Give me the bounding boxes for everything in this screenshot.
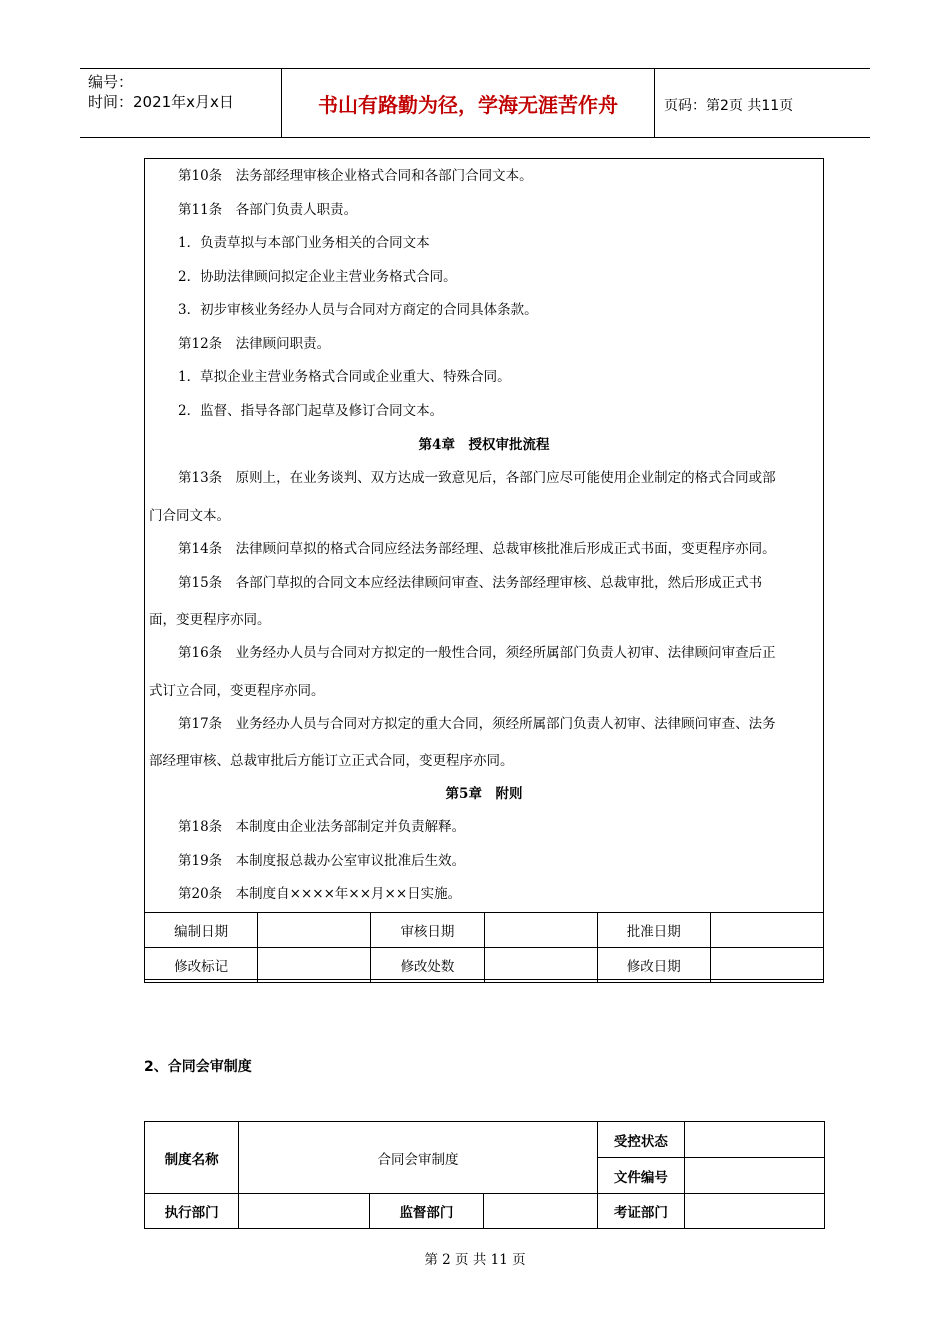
approve-date-cell[interactable]: [710, 913, 823, 948]
regulation-info-table: [144, 1121, 825, 1229]
section-2-title: 2、合同会审制度: [144, 1059, 252, 1075]
page-header: [80, 68, 870, 138]
article-13: 第13条 原则上，在业务谈判、双方达成一致意见后，各部门应尽可能使用企业制定的格式合同或部: [178, 470, 776, 486]
revision-count-cell[interactable]: [484, 948, 597, 983]
exec-dept-cell[interactable]: [239, 1194, 370, 1229]
revision-count-label: 修改处数: [371, 948, 484, 983]
article-10: 第10条 法务部经理审核企业格式合同和各部门合同文本。: [178, 168, 533, 184]
revision-mark-label: 修改标记: [145, 948, 258, 983]
verify-dept-cell[interactable]: [685, 1194, 825, 1229]
regulation-name-label: 制度名称: [145, 1122, 239, 1194]
list-item: 3．初步审核业务经办人员与合同对方商定的合同具体条款。: [178, 302, 538, 318]
compile-date-label: 编制日期: [145, 913, 258, 948]
revision-mark-cell[interactable]: [258, 948, 371, 983]
revision-date-label: 修改日期: [597, 948, 710, 983]
table-row: [145, 913, 824, 948]
article-18: 第18条 本制度由企业法务部制定并负责解释。: [178, 819, 466, 835]
header-motto: 书山有路勤为径，学海无涯苦作舟: [282, 69, 655, 137]
article-11: 第11条 各部门负责人职责。: [178, 202, 358, 218]
table-row: [145, 1194, 825, 1229]
compile-date-cell[interactable]: [258, 913, 371, 948]
control-status-cell[interactable]: [685, 1122, 825, 1158]
header-meta: [80, 69, 282, 137]
file-number-cell[interactable]: [685, 1158, 825, 1194]
table-row: [145, 1122, 825, 1158]
regulation-body: [144, 158, 824, 980]
article-17: 第17条 业务经办人员与合同对方拟定的重大合同，须经所属部门负责人初审、法律顾问审查、法务: [178, 716, 776, 732]
file-number-label: 文件编号: [597, 1158, 684, 1194]
chapter-4-heading: 第4章 授权审批流程: [418, 437, 550, 453]
approve-date-label: 批准日期: [597, 913, 710, 948]
article-19: 第19条 本制度报总裁办公室审议批准后生效。: [178, 853, 466, 869]
exec-dept-label: 执行部门: [145, 1194, 239, 1229]
article-12: 第12条 法律顾问职责。: [178, 336, 331, 352]
chapter-5-heading: 第5章 附则: [445, 786, 523, 802]
article-14: 第14条 法律顾问草拟的格式合同应经法务部经理、总裁审核批准后形成正式书面，变更程序亦同。: [178, 541, 776, 557]
article-16-cont: 式订立合同，变更程序亦同。: [149, 683, 325, 699]
article-20: 第20条 本制度自××××年××月××日实施。: [178, 886, 462, 902]
header-page-info: 页码：第2页 共11页: [664, 98, 794, 114]
article-13-cont: 门合同文本。: [149, 508, 230, 524]
page-number: 第 2 页 共 11 页: [424, 1252, 526, 1268]
control-status-label: 受控状态: [597, 1122, 684, 1158]
supervise-dept-label: 监督部门: [370, 1194, 483, 1229]
revision-date-cell[interactable]: [710, 948, 823, 983]
article-15-cont: 面，变更程序亦同。: [149, 612, 271, 628]
review-date-cell[interactable]: [484, 913, 597, 948]
list-item: 1．负责草拟与本部门业务相关的合同文本: [178, 235, 430, 251]
verify-dept-label: 考证部门: [597, 1194, 684, 1229]
regulation-name-value: 合同会审制度: [239, 1122, 597, 1194]
article-15: 第15条 各部门草拟的合同文本应经法律顾问审查、法务部经理审核、总裁审批，然后形成正式书: [178, 575, 763, 591]
article-16: 第16条 业务经办人员与合同对方拟定的一般性合同，须经所属部门负责人初审、法律顾问审查后正: [178, 645, 776, 661]
list-item: 1．草拟企业主营业务格式合同或企业重大、特殊合同。: [178, 369, 511, 385]
list-item: 2．监督、指导各部门起草及修订合同文本。: [178, 403, 444, 419]
supervise-dept-cell[interactable]: [483, 1194, 597, 1229]
number-label: 编号：: [88, 73, 134, 91]
time-label: 时间：2021年x月x日: [88, 93, 234, 111]
review-date-label: 审核日期: [371, 913, 484, 948]
signoff-table: [144, 912, 824, 983]
table-row: [145, 948, 824, 983]
list-item: 2．协助法律顾问拟定企业主营业务格式合同。: [178, 269, 457, 285]
article-17-cont: 部经理审核、总裁审批后方能订立正式合同，变更程序亦同。: [149, 753, 514, 769]
